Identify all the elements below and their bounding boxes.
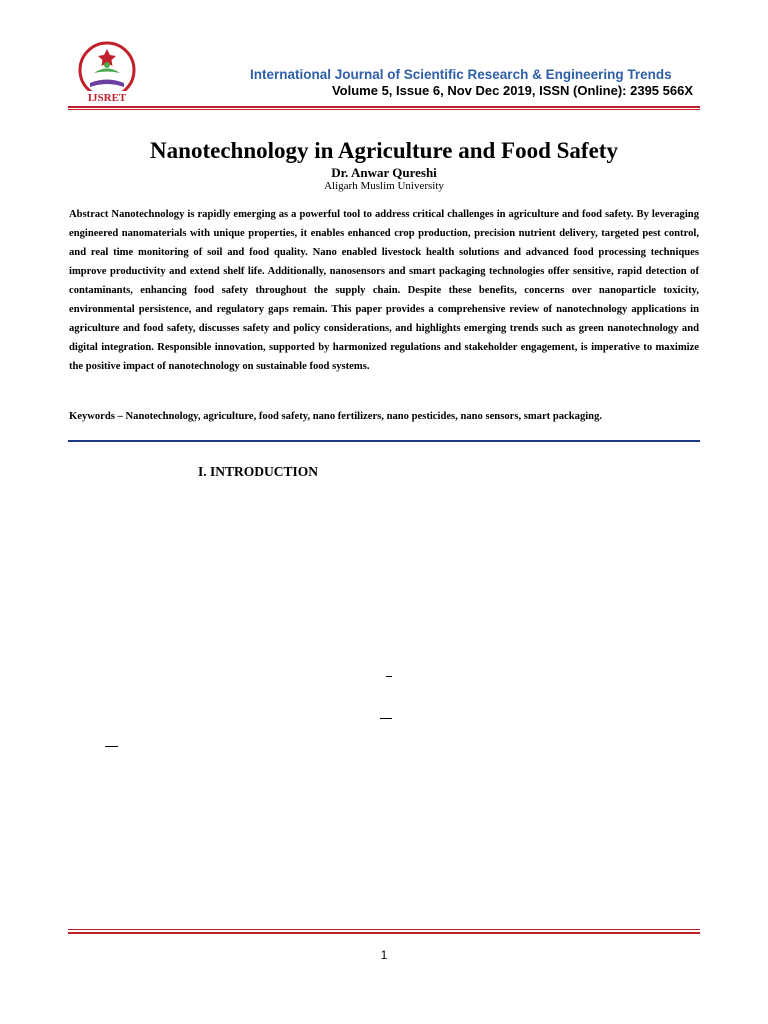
journal-meta: Volume 5, Issue 6, Nov Dec 2019, ISSN (Online): 2395 566X [331,83,693,98]
author-name: Dr. Anwar Qureshi [331,165,437,180]
abstract: Abstract Nanotechnology is rapidly emerging as a powerful tool to address critical challenges in agriculture and food safety. By leveraging engineered nanomaterials with unique properties, it enables enhanced crop production, precision nutrient delivery, targeted pest control, and real time monitoring of soil and food quality. Nano enabled livestock health solutions and advanced food processing techniques improve productivity and extend shelf life. Additionally, nanosensors and smart packaging technologies offer sensitive, rapid detection of contaminants, enhancing food safety throughout the supply chain. Despite these benefits, concerns over nanoparticle toxicity, environmental persistence, and regulatory gaps remain. This paper provides a comprehensive review of nanotechnology applications in agriculture and food safety, discusses safety and policy considerations, and highlights emerging trends such as green nanotechnology and digital integration. Responsible innovation, supported by harmonized regulations and stakeholder engagement, is imperative to maximize the positive impact of nanotechnology on sustainable food systems. [69,209,699,372]
dash-mark [380,718,392,719]
page-number: 1 [380,948,388,962]
logo-text: IJSRET [87,92,127,104]
author-affiliation: Aligarh Muslim University [324,180,444,192]
footer-rule [68,932,700,934]
journal-title: International Journal of Scientific Research & Engineering Trends [250,67,672,82]
section-heading: I. INTRODUCTION [198,464,319,479]
dash-mark [386,676,392,677]
header-rule [68,106,700,108]
header-rule-thin [68,109,700,110]
keywords: Keywords – Nanotechnology, agriculture, food safety, nano fertilizers, nano pesticides, nano sensors, smart packaging. [69,411,603,422]
abstract-rule [68,440,700,442]
footer-rule-thin [68,929,700,930]
dash-mark [105,746,118,747]
journal-logo [72,41,142,105]
paper-title: Nanotechnology in Agriculture and Food Safety [150,138,618,163]
